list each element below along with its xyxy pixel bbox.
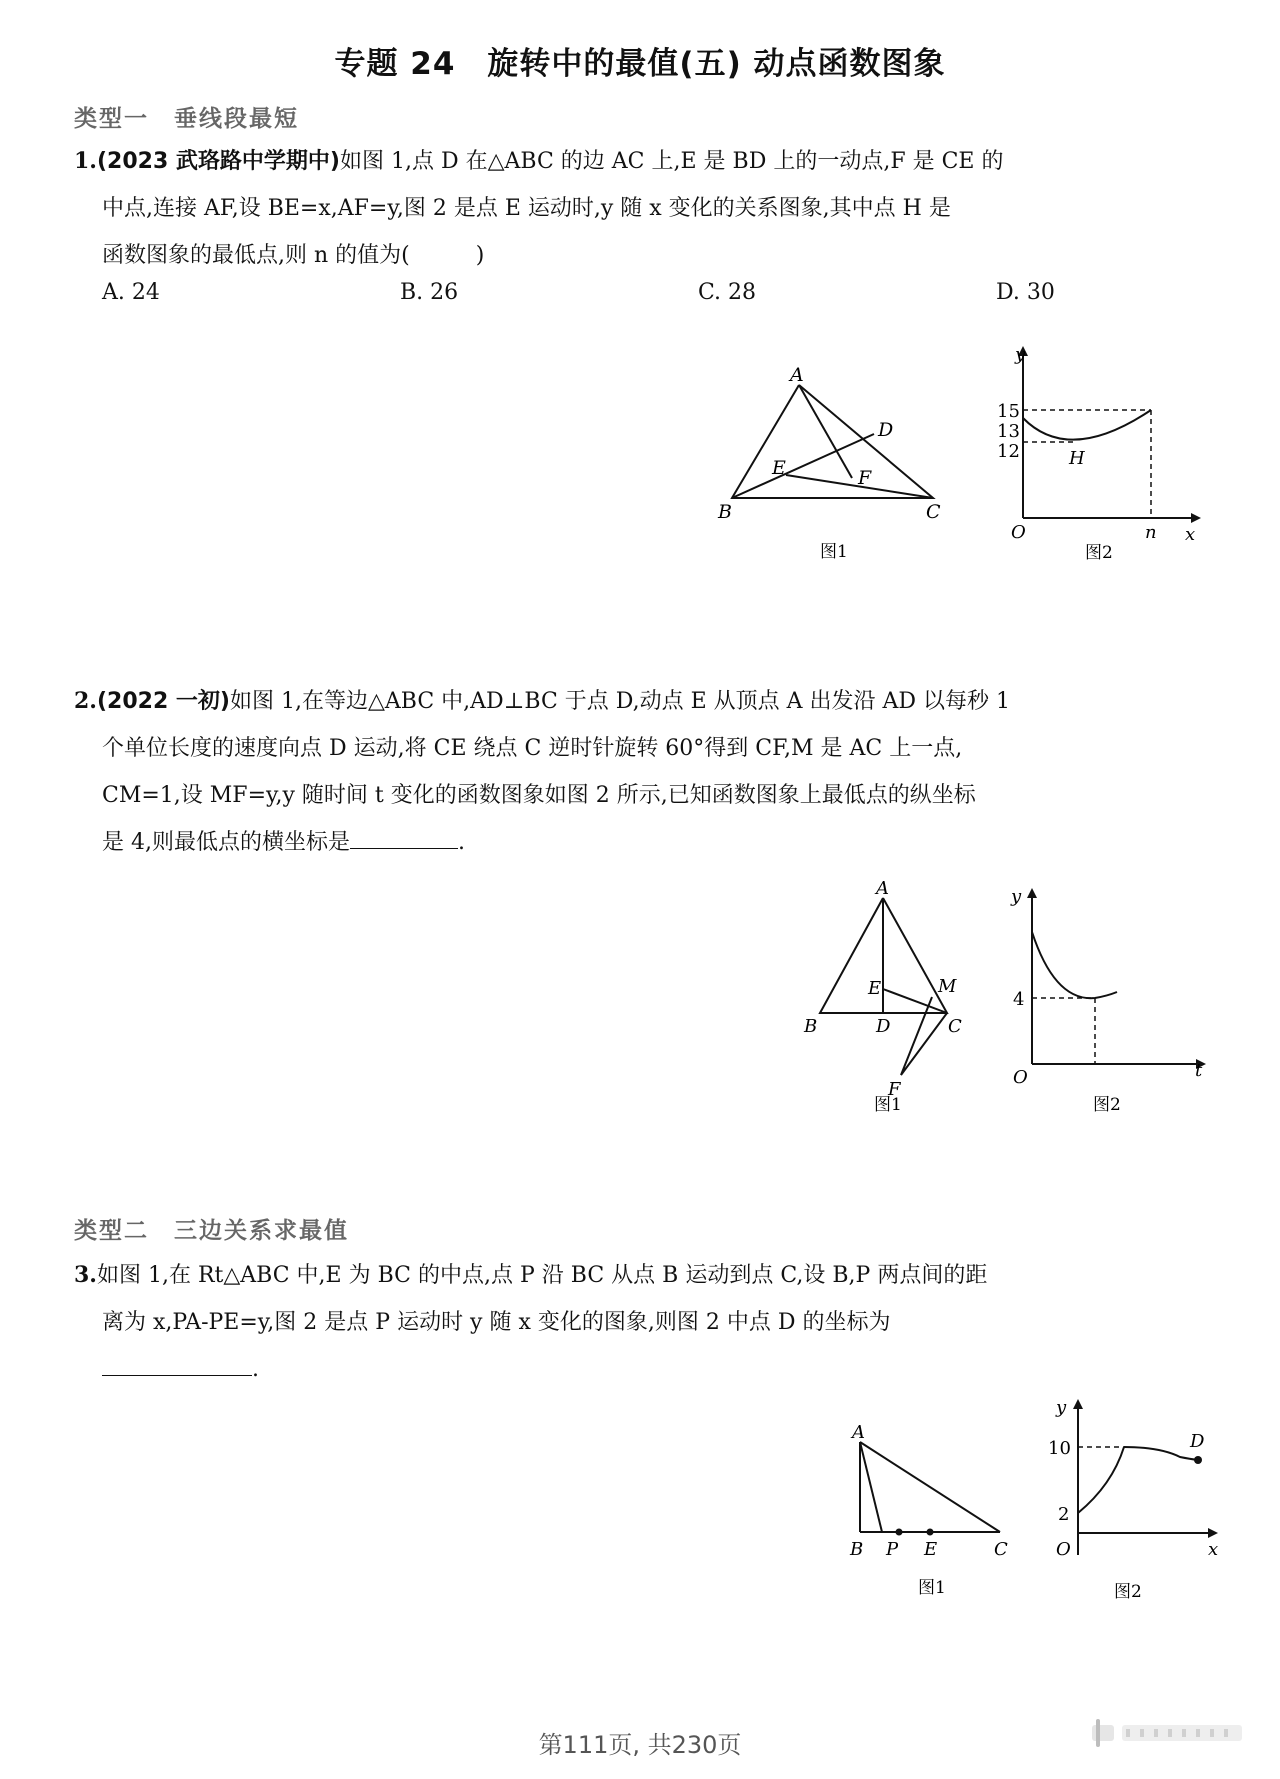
question-number: 2. <box>74 688 97 714</box>
question-text-line: 函数图象的最低点,则 n 的值为( ) <box>102 243 485 268</box>
question-text-line: 个单位长度的速度向点 D 运动,将 CE 绕点 C 逆时针旋转 60°得到 CF,M 是 AC 上一点, <box>102 736 963 761</box>
question-text-line: CM=1,设 MF=y,y 随时间 t 变化的函数图象如图 2 所示,已知函数图象上最低点的纵坐标 <box>102 783 976 808</box>
label-b: B <box>718 501 732 523</box>
label-c: C <box>994 1539 1008 1560</box>
axis-label-x: x <box>1185 524 1196 545</box>
question-2 <box>74 678 1204 866</box>
tick-label-10: 10 <box>1048 1438 1071 1459</box>
page-scrubber[interactable] <box>1092 1715 1252 1751</box>
question-source: (2022 一初) <box>96 689 230 714</box>
question-text-line: 如图 1,点 D 在△ABC 的边 AC 上,E 是 BD 上的一动点,F 是 CE 的 <box>339 149 1004 174</box>
origin-label: O <box>1011 522 1026 543</box>
question-3 <box>74 1252 1204 1393</box>
label-d: D <box>876 1016 891 1037</box>
label-p: P <box>886 1539 899 1560</box>
answer-blank[interactable] <box>350 830 458 849</box>
page-scrubber-bars-icon <box>1092 1715 1252 1751</box>
label-b: B <box>850 1539 864 1560</box>
page-indicator: 第111页, 共230页 <box>538 1731 742 1759</box>
question-number: 1. <box>74 148 97 174</box>
option-c: C. 28 <box>698 280 757 305</box>
label-a: A <box>852 1422 865 1443</box>
q1-figure-2 <box>985 340 1215 570</box>
tick-label-4: 4 <box>1013 989 1025 1010</box>
question-1 <box>74 138 1204 279</box>
axis-label-y: y <box>1015 344 1026 365</box>
section-heading-type1: 类型一 垂线段最短 <box>74 106 299 132</box>
figure-caption: 图1 <box>918 1578 946 1598</box>
section-heading-type2: 类型二 三边关系求最值 <box>74 1218 349 1244</box>
q3-figure-1 <box>840 1410 1020 1610</box>
option-a: A. 24 <box>102 280 160 305</box>
question-text-line: 离为 x,PA-PE=y,图 2 是点 P 运动时 y 随 x 变化的图象,则图 2 中点 D 的坐标为 <box>102 1310 891 1335</box>
answer-blank[interactable] <box>102 1357 252 1376</box>
label-f: F <box>858 467 872 489</box>
label-m: M <box>938 976 957 997</box>
label-c: C <box>948 1016 962 1037</box>
axis-label-t: t <box>1195 1060 1203 1081</box>
tick-label-13: 13 <box>997 421 1020 442</box>
label-d: D <box>1190 1431 1205 1452</box>
question-text-line: . <box>252 1357 259 1382</box>
label-b: B <box>804 1016 818 1037</box>
option-d: D. 30 <box>996 280 1055 305</box>
label-n: n <box>1145 522 1157 543</box>
axis-label-y: y <box>1056 1397 1067 1418</box>
axis-label-y: y <box>1011 886 1022 907</box>
figure-caption: 图2 <box>1114 1582 1142 1602</box>
figure-caption: 图2 <box>1085 543 1113 563</box>
label-e: E <box>772 457 786 479</box>
origin-label: O <box>1013 1067 1028 1088</box>
tick-label-12: 12 <box>997 441 1020 462</box>
q3-figure-2 <box>1040 1395 1230 1610</box>
label-c: C <box>926 501 941 523</box>
q2-figure-2 <box>995 880 1215 1120</box>
label-a: A <box>876 880 889 899</box>
label-f: F <box>888 1079 901 1100</box>
question-text-line: 是 4,则最低点的横坐标是 <box>102 830 350 855</box>
question-number: 3. <box>74 1262 97 1288</box>
label-d: D <box>878 419 894 441</box>
question-source: (2023 武珞路中学期中) <box>96 149 340 174</box>
label-a: A <box>790 364 804 386</box>
question-text-line: 如图 1,在等边△ABC 中,AD⊥BC 于点 D,动点 E 从顶点 A 出发沿 AD 以每秒 1 <box>229 689 1011 714</box>
axis-label-x: x <box>1208 1539 1219 1560</box>
label-e: E <box>868 978 882 999</box>
tick-label-15: 15 <box>997 401 1020 422</box>
question-text-line: . <box>457 830 465 855</box>
option-b: B. 26 <box>400 280 459 305</box>
question-text-line: 中点,连接 AF,设 BE=x,AF=y,图 2 是点 E 运动时,y 随 x 变化的关系图象,其中点 H 是 <box>102 196 951 221</box>
label-h: H <box>1069 448 1085 469</box>
page-title: 专题 24 旋转中的最值(五) 动点函数图象 <box>334 46 946 82</box>
figure-caption: 图1 <box>820 542 848 562</box>
q2-figure-1 <box>790 880 990 1120</box>
figure-caption: 图1 <box>874 1095 902 1115</box>
q1-figure-1 <box>700 350 960 570</box>
label-e: E <box>924 1539 938 1560</box>
tick-label-2: 2 <box>1058 1504 1070 1525</box>
origin-label: O <box>1056 1539 1071 1560</box>
question-text-line: 如图 1,在 Rt△ABC 中,E 为 BC 的中点,点 P 沿 BC 从点 B 运动到点 C,设 B,P 两点间的距 <box>96 1263 988 1288</box>
figure-caption: 图2 <box>1093 1095 1121 1115</box>
